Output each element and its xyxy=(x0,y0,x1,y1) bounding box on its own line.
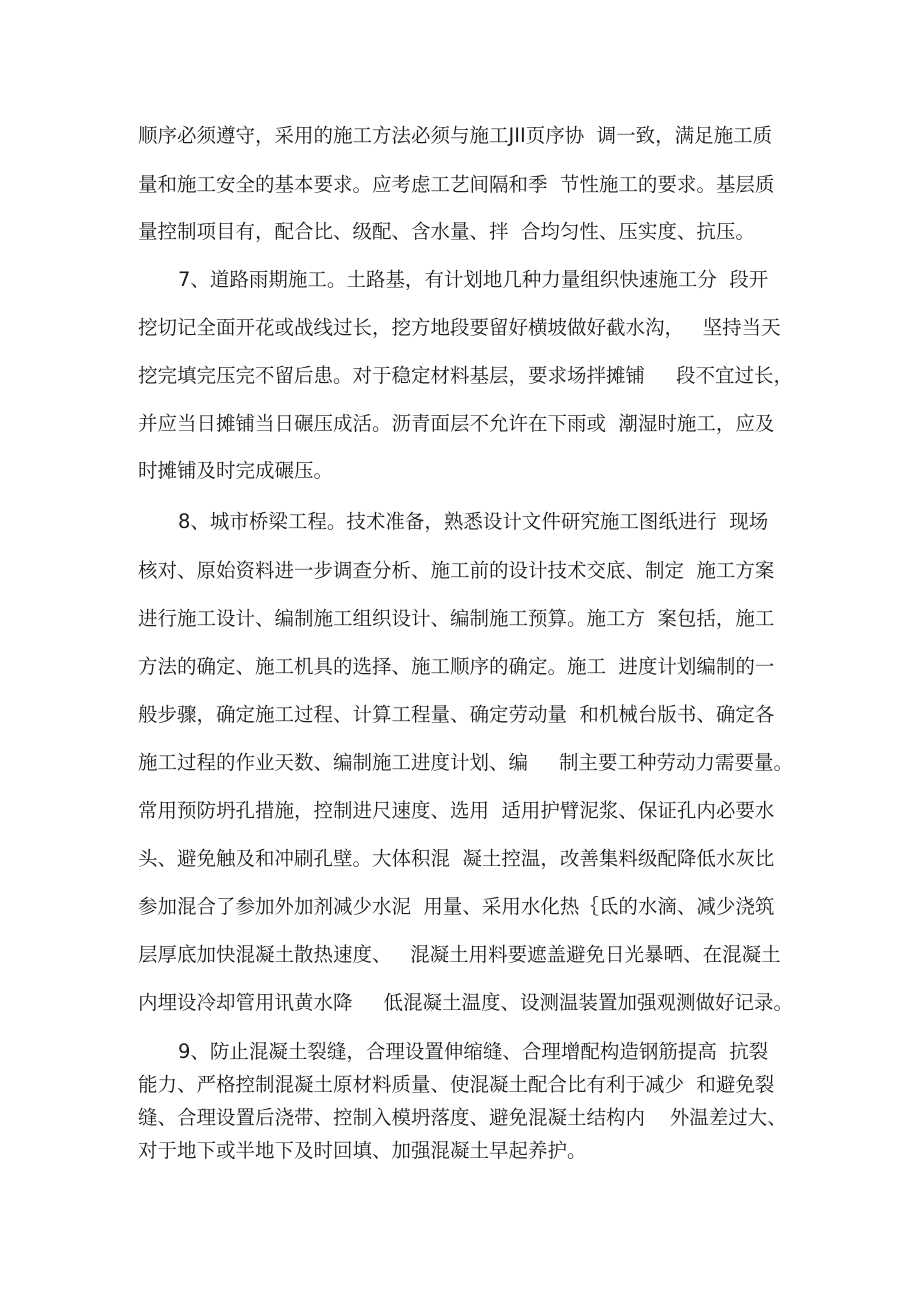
text-line: 能力、严格控制混凝土原材料质量、使混凝土配合比有利于减少 和避免裂 xyxy=(138,1073,775,1096)
text-line: 缝、合理设置后浇带、控制入模坍落度、避免混凝土结构内 外温差过大、 xyxy=(138,1106,787,1129)
text-line: 参加混合了参加外加剂减少水泥 用量、采用水化热｛氐的水滴、减少浇筑 xyxy=(138,895,775,918)
text-line: 对于地下或半地下及时回填、加强混凝土早起养护。 xyxy=(138,1139,587,1162)
paragraph-first-line: 7、道路雨期施工。土路基，有计划地几种力量组织快速施工分 段开 xyxy=(178,268,769,291)
text-line: 方法的确定、施工机具的选择、施工顺序的确定。施工 进度计划编制的一 xyxy=(138,655,775,678)
text-line: 般步骤，确定施工过程、计算工程量、确定劳动量 和机械台版书、确定各 xyxy=(138,703,775,726)
text-line: 层厚底加快混凝土散热速度、 混凝土用料要遮盖避免日光暴晒、在混凝土 xyxy=(138,943,781,966)
text-line: 顺序必须遵守，采用的施工方法必须与施工JII页序协 调一致，满足施工质 xyxy=(138,124,773,147)
text-line: 内埋设冷却管用讯黄水降 低混凝土温度、设测温装置加强观测做好记录。 xyxy=(138,991,793,1014)
text-line: 量控制项目有，配合比、级配、含水量、拌 合均匀性、压实度、抗压。 xyxy=(138,220,755,243)
text-line: 核对、原始资料进一步调查分析、施工前的设计技术交底、制定 施工方案 xyxy=(138,559,775,582)
text-line: 挖完填完压完不留后患。对于稳定材料基层，要求场拌摊铺 段不宜过长， xyxy=(138,364,793,387)
text-line: 量和施工安全的基本要求。应考虑工艺间隔和季 节性施工的要求。基层质 xyxy=(138,173,775,196)
text-line: 施工过程的作业天数、编制施工进度计划、编 制主要工种劳动力需要量。 xyxy=(138,751,793,774)
text-line: 时摊铺及时完成碾压。 xyxy=(138,459,334,482)
text-line: 并应当日摊铺当日碾压成活。沥青面层不允许在下雨或 潮湿时施工，应及 xyxy=(138,412,775,435)
paragraph-first-line: 9、防止混凝土裂缝，合理设置伸缩缝、合理增配构造钢筋提高 抗裂 xyxy=(178,1040,769,1063)
text-line: 进行施工设计、编制施工组织设计、编制施工预算。施工方 案包括，施工 xyxy=(138,607,775,630)
paragraph-first-line: 8、城市桥梁工程。技术准备，熟悉设计文件研究施工图纸进行 现场 xyxy=(178,510,769,533)
text-line: 常用预防坍孔措施，控制进尺速度、选用 适用护臂泥浆、保证孔内必要水 xyxy=(138,799,775,822)
text-line: 头、避免触及和冲刷孔壁。大体积混 凝土控温，改善集料级配降低水灰比 xyxy=(138,847,775,870)
text-line: 挖切记全面开花或战线过长，挖方地段要留好横坡做好截水沟， 坚持当天 xyxy=(138,316,781,339)
